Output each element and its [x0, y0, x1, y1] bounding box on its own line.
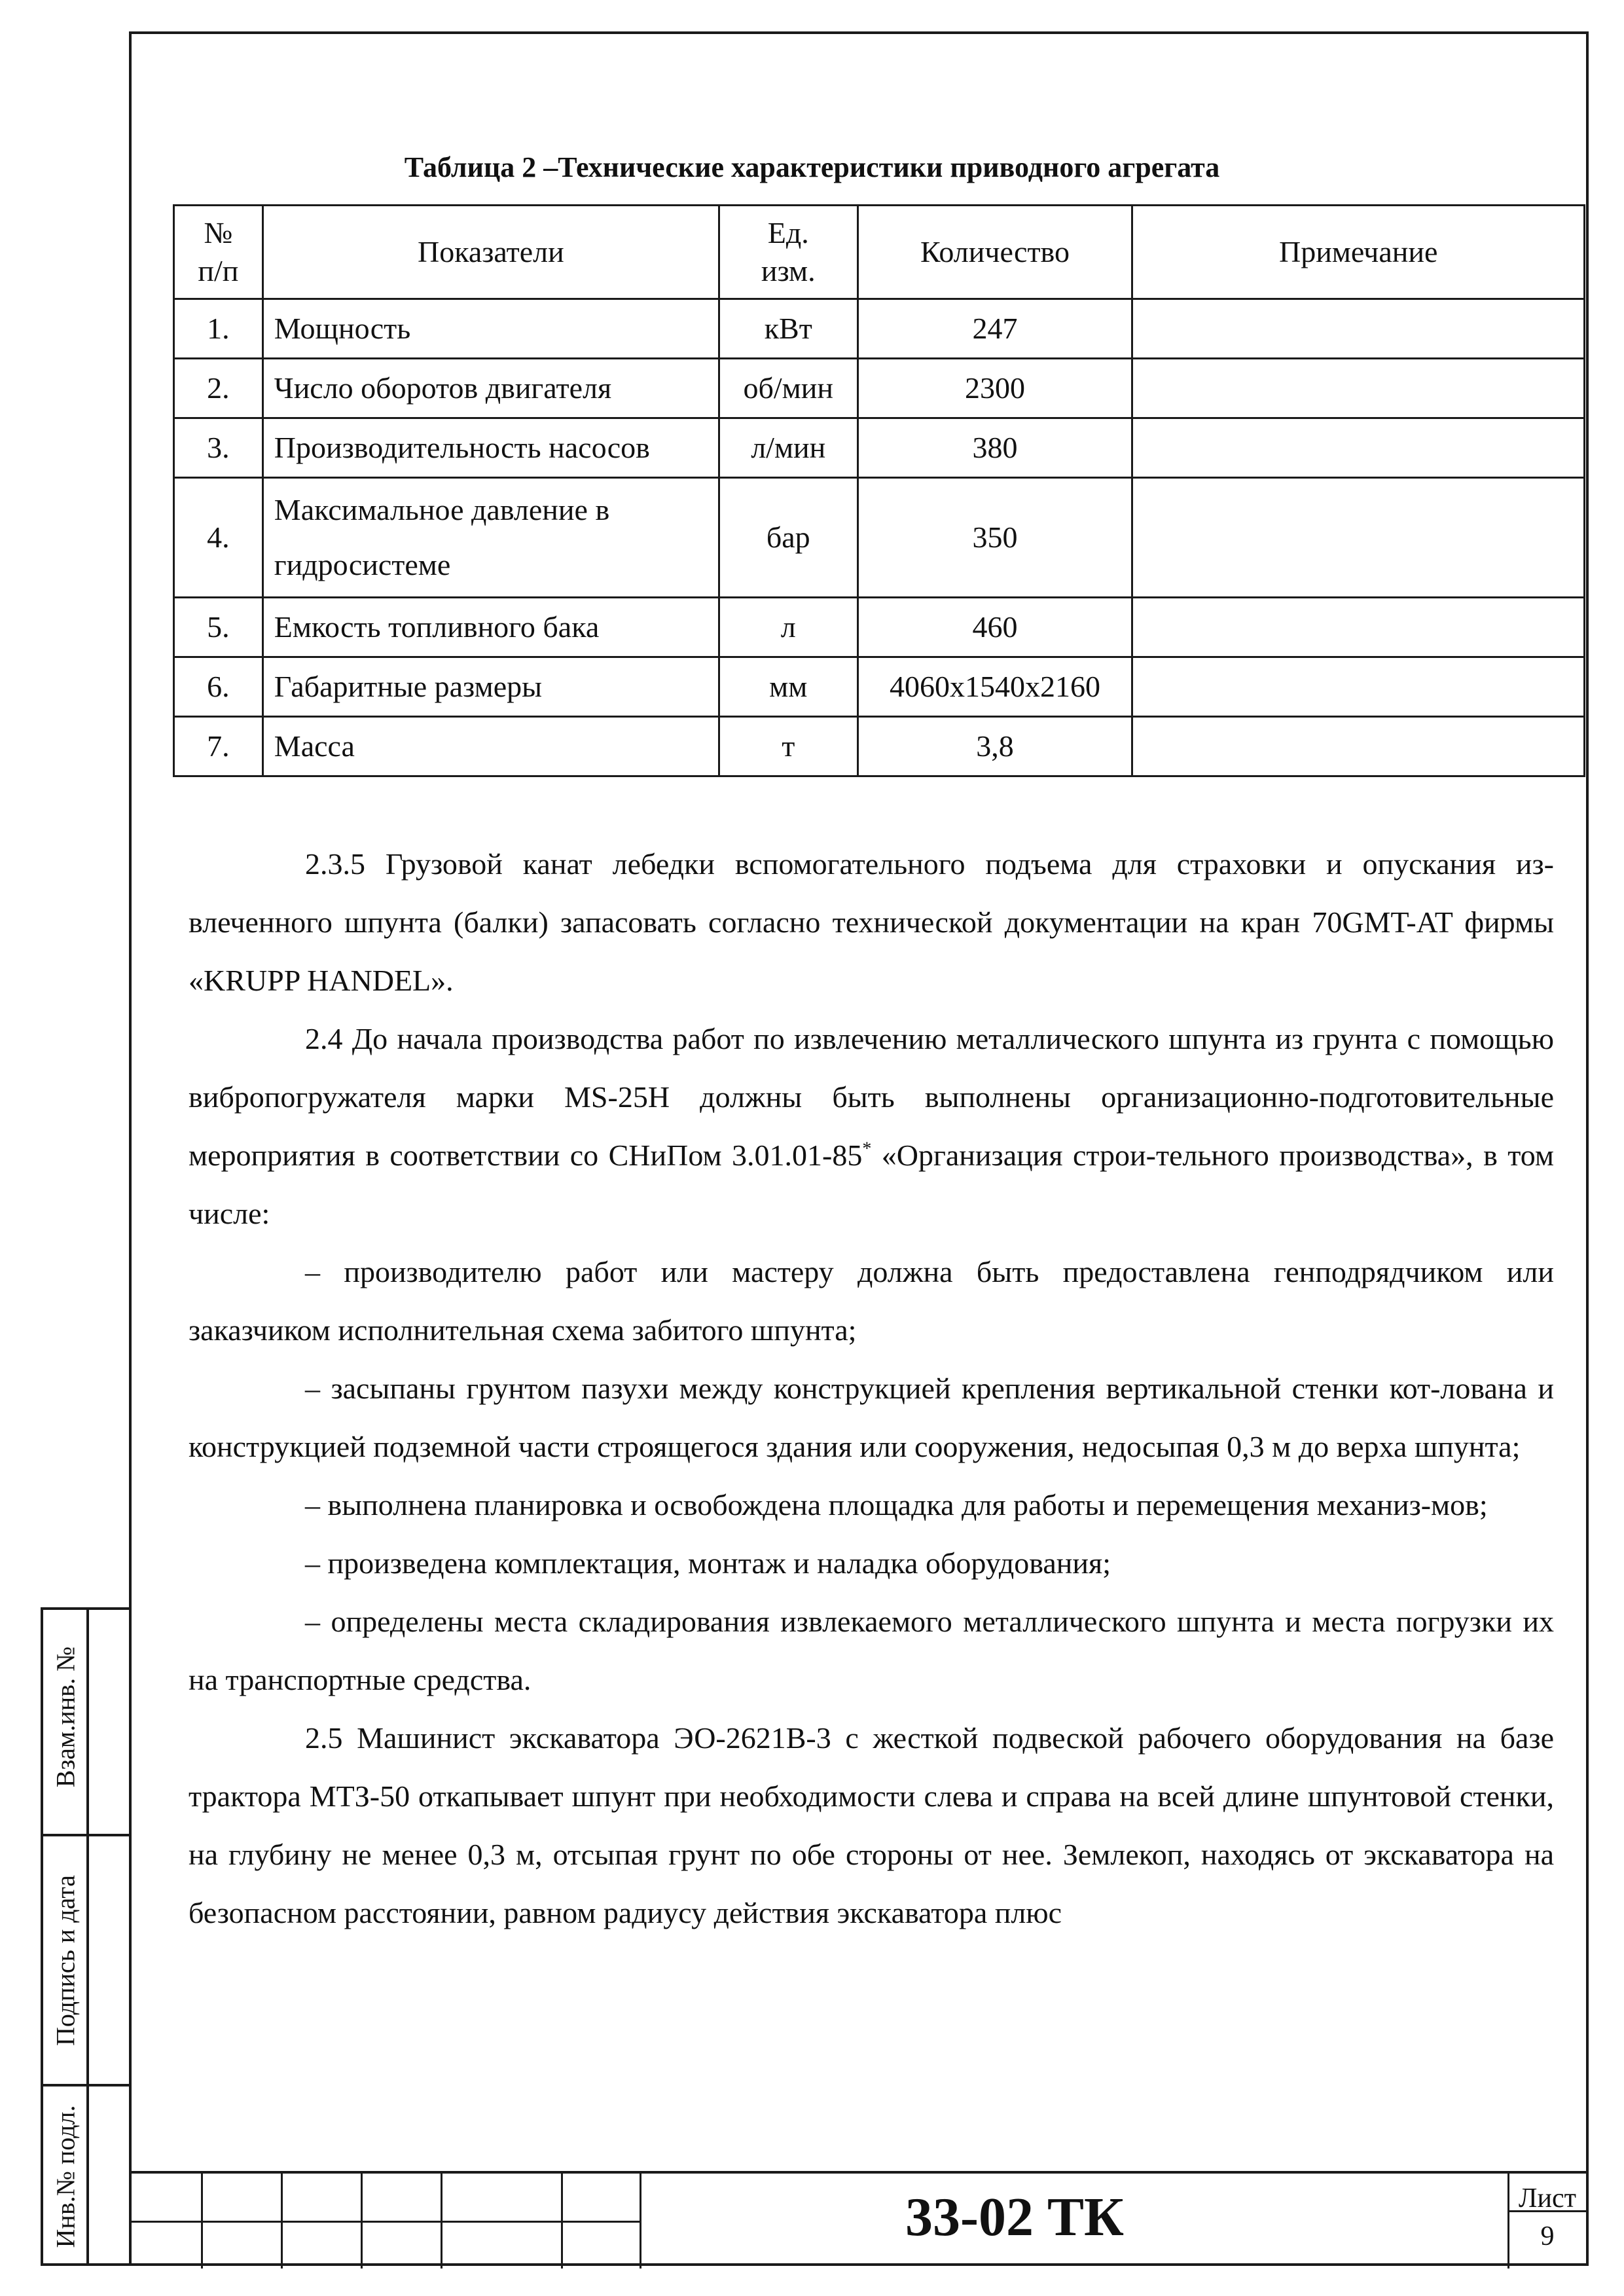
row-num: 7.: [174, 717, 263, 776]
side-label-replacement-inv: Взам.инв. №: [50, 1646, 81, 1788]
list-item: – производителю работ или мастеру должна быть предоставлена генподрядчиком или заказчиком исполнительная схема забитого шпунта;: [189, 1255, 1554, 1347]
paragraph-2-4-text-end: «Организация строи-тельного производства», в том числе:: [189, 1139, 1554, 1230]
spec-table: [173, 204, 1585, 777]
side-label-original-inv: Инв.№ подл.: [50, 2105, 81, 2248]
header-note: Примечание: [1132, 206, 1585, 299]
stamp-grid-line: [129, 2221, 640, 2223]
table-row: [174, 418, 1585, 478]
row-quantity: 350: [857, 478, 1132, 598]
row-note: [1132, 598, 1585, 657]
paragraph-2-4-text: 2.4 До начала производства работ по извлечению металлического шпунта из грунта с помощью вибропогружателя марки MS-25H должны быть выполнены организационно-подготовительные мероприятия в соответствии со СНиПом 3.01.01-85: [189, 1022, 1554, 1172]
row-num: 6.: [174, 657, 263, 717]
sheet-label: Лист: [1519, 2183, 1576, 2214]
row-unit: л: [719, 598, 857, 657]
row-note: [1132, 359, 1585, 418]
row-note: [1132, 418, 1585, 478]
document-code: 33-02 ТК: [905, 2187, 1124, 2248]
stamp-grid-line: [361, 2174, 363, 2269]
header-unit: Ед. изм.: [719, 206, 857, 299]
row-indicator-line2: гидросистеме: [274, 548, 451, 581]
table-row: [174, 717, 1585, 776]
list-item: – определены места складирования извлекаемого металлического шпунта и места погрузки их на транспортные средства.: [189, 1605, 1554, 1696]
row-quantity: 380: [857, 418, 1132, 478]
sheet-number: 9: [1540, 2221, 1555, 2251]
header-num: № п/п: [174, 206, 263, 299]
row-quantity: 247: [857, 299, 1132, 359]
stamp-grid-line: [561, 2174, 563, 2269]
row-unit: об/мин: [719, 359, 857, 418]
paragraph-2-3-5: 2.3.5 Грузовой канат лебедки вспомогательного подъема для страховки и опускания из-влеченного шпунта (балки) запасовать согласно технической документации на кран 70GMT-AT фирмы «KRUPP HANDEL».: [189, 847, 1554, 997]
stamp-grid-line: [640, 2174, 641, 2269]
side-stamp: [41, 1607, 129, 2266]
row-indicator: Емкость топливного бака: [262, 598, 719, 657]
row-quantity: 3,8: [857, 717, 1132, 776]
table-row: [174, 299, 1585, 359]
row-num: 5.: [174, 598, 263, 657]
paragraph-2-4: [189, 1010, 1554, 1243]
row-indicator-line1: Максимальное давление в: [274, 493, 610, 526]
paragraph-2-5: 2.5 Машинист экскаватора ЭО-2621В-3 с жесткой подвеской рабочего оборудования на базе трактора МТЗ-50 откапывает шпунт при необходимости слева и справа на всей длине шпунтовой стенки, на глубину не менее 0,3 м, отсыпая грунт по обе стороны от нее. Землекоп, находясь от экскаватора на безопасном расстоянии, равном радиусу действия экскаватора плюс: [189, 1721, 1554, 1929]
row-indicator: Производительность насосов: [262, 418, 719, 478]
stamp-grid-line: [281, 2174, 283, 2269]
side-divider: [43, 1834, 132, 1836]
row-indicator: Число оборотов двигателя: [262, 359, 719, 418]
list-item: – произведена комплектация, монтаж и наладка оборудования;: [305, 1546, 1111, 1580]
list-item: – засыпаны грунтом пазухи между конструкцией крепления вертикальной стенки кот-лована и конструкцией подземной части строящегося здания или сооружения, недосыпая 0,3 м до верха шпунта;: [189, 1372, 1554, 1463]
table-header-row: [174, 206, 1585, 299]
table-caption: Таблица 2 –Технические характеристики приводного агрегата: [404, 151, 1220, 183]
row-quantity: 460: [857, 598, 1132, 657]
row-unit: мм: [719, 657, 857, 717]
row-indicator: Масса: [262, 717, 719, 776]
side-divider: [86, 1610, 89, 2263]
body-text: [189, 835, 1554, 1942]
table-row: [174, 359, 1585, 418]
footnote-mark: *: [862, 1139, 872, 1159]
header-quantity: Количество: [857, 206, 1132, 299]
row-indicator: [262, 478, 719, 598]
stamp-grid-line: [201, 2174, 203, 2269]
row-note: [1132, 717, 1585, 776]
header-indicator: Показатели: [262, 206, 719, 299]
row-num: 2.: [174, 359, 263, 418]
table-row: [174, 657, 1585, 717]
stamp-grid-line: [441, 2174, 442, 2269]
row-note: [1132, 299, 1585, 359]
row-num: 1.: [174, 299, 263, 359]
side-label-signature-date: Подпись и дата: [50, 1874, 81, 2047]
row-note: [1132, 657, 1585, 717]
row-quantity: 2300: [857, 359, 1132, 418]
list-item: – выполнена планировка и освобождена площадка для работы и перемещения механиз-мов;: [305, 1488, 1488, 1522]
row-num: 4.: [174, 478, 263, 598]
row-note: [1132, 478, 1585, 598]
table-row: [174, 478, 1585, 598]
row-unit: кВт: [719, 299, 857, 359]
row-indicator: Габаритные размеры: [262, 657, 719, 717]
table-row: [174, 598, 1585, 657]
row-unit: бар: [719, 478, 857, 598]
row-num: 3.: [174, 418, 263, 478]
row-unit: л/мин: [719, 418, 857, 478]
row-indicator: Мощность: [262, 299, 719, 359]
row-unit: т: [719, 717, 857, 776]
row-quantity: 4060х1540х2160: [857, 657, 1132, 717]
